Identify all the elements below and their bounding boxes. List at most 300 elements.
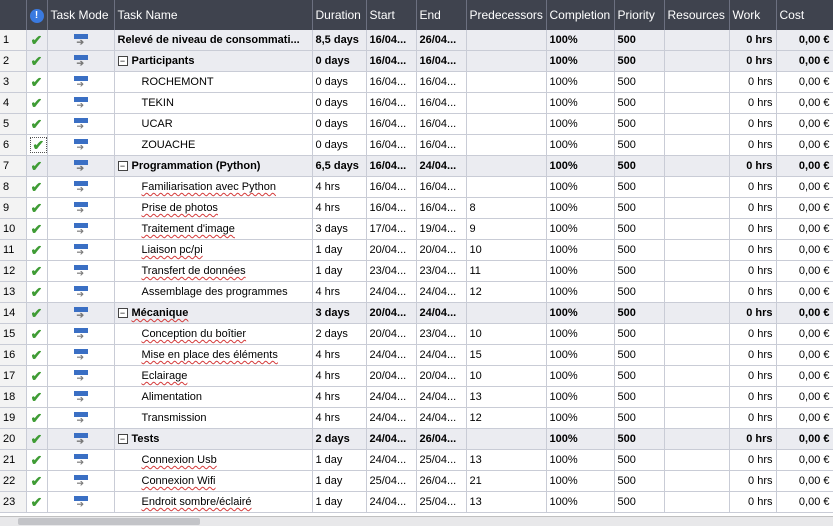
column-header-end[interactable]: End [416,0,466,30]
duration-cell[interactable]: 1 day [312,450,366,471]
cost-cell[interactable]: 0,00 € [776,345,833,366]
priority-cell[interactable]: 500 [614,135,664,156]
predecessors-cell[interactable] [466,177,546,198]
column-header-indicator[interactable] [26,0,47,30]
task-row[interactable] [0,198,833,219]
duration-cell[interactable]: 0 days [312,72,366,93]
task-mode-cell[interactable] [47,114,114,135]
task-name-cell[interactable] [114,324,312,345]
completion-cell[interactable]: 100% [546,324,614,345]
priority-cell[interactable]: 500 [614,93,664,114]
row-id[interactable]: 20 [0,429,26,450]
task-row[interactable] [0,72,833,93]
duration-cell[interactable]: 8,5 days [312,30,366,51]
task-row[interactable] [0,114,833,135]
work-cell[interactable]: 0 hrs [729,450,776,471]
work-cell[interactable]: 0 hrs [729,345,776,366]
end-cell[interactable]: 23/04... [416,324,466,345]
start-cell[interactable]: 16/04... [366,198,416,219]
row-id[interactable]: 15 [0,324,26,345]
task-row[interactable] [0,345,833,366]
resources-cell[interactable] [664,135,729,156]
task-mode-cell[interactable] [47,282,114,303]
end-cell[interactable]: 24/04... [416,156,466,177]
duration-cell[interactable]: 4 hrs [312,282,366,303]
column-header-task-mode[interactable]: Task Mode [47,0,114,30]
row-id[interactable]: 14 [0,303,26,324]
predecessors-cell[interactable] [466,51,546,72]
predecessors-cell[interactable] [466,156,546,177]
end-cell[interactable]: 24/04... [416,408,466,429]
work-cell[interactable]: 0 hrs [729,492,776,513]
task-row[interactable] [0,135,833,156]
work-cell[interactable]: 0 hrs [729,30,776,51]
task-name-cell[interactable] [114,240,312,261]
end-cell[interactable]: 16/04... [416,177,466,198]
work-cell[interactable]: 0 hrs [729,408,776,429]
predecessors-cell[interactable]: 12 [466,282,546,303]
duration-cell[interactable]: 6,5 days [312,156,366,177]
priority-cell[interactable]: 500 [614,30,664,51]
cost-cell[interactable]: 0,00 € [776,492,833,513]
task-name-cell[interactable] [114,156,312,177]
task-row[interactable] [0,282,833,303]
row-id[interactable]: 21 [0,450,26,471]
completion-cell[interactable]: 100% [546,114,614,135]
resources-cell[interactable] [664,345,729,366]
start-cell[interactable]: 16/04... [366,30,416,51]
duration-cell[interactable]: 3 days [312,219,366,240]
task-name-cell[interactable] [114,198,312,219]
work-cell[interactable]: 0 hrs [729,282,776,303]
cost-cell[interactable]: 0,00 € [776,93,833,114]
task-name-cell[interactable] [114,93,312,114]
resources-cell[interactable] [664,303,729,324]
resources-cell[interactable] [664,282,729,303]
end-cell[interactable]: 16/04... [416,72,466,93]
completion-cell[interactable]: 100% [546,177,614,198]
cost-cell[interactable]: 0,00 € [776,408,833,429]
cost-cell[interactable]: 0,00 € [776,387,833,408]
priority-cell[interactable]: 500 [614,324,664,345]
duration-cell[interactable]: 1 day [312,261,366,282]
row-id[interactable]: 8 [0,177,26,198]
end-cell[interactable]: 24/04... [416,387,466,408]
end-cell[interactable]: 26/04... [416,30,466,51]
completion-cell[interactable]: 100% [546,387,614,408]
priority-cell[interactable]: 500 [614,177,664,198]
duration-cell[interactable]: 1 day [312,471,366,492]
resources-cell[interactable] [664,156,729,177]
resources-cell[interactable] [664,387,729,408]
end-cell[interactable]: 20/04... [416,366,466,387]
task-row[interactable] [0,492,833,513]
resources-cell[interactable] [664,240,729,261]
scrollbar-thumb[interactable] [18,518,200,525]
start-cell[interactable]: 25/04... [366,471,416,492]
priority-cell[interactable]: 500 [614,240,664,261]
resources-cell[interactable] [664,93,729,114]
task-row[interactable] [0,177,833,198]
task-name-cell[interactable] [114,51,312,72]
row-id[interactable]: 6 [0,135,26,156]
duration-cell[interactable]: 1 day [312,492,366,513]
task-mode-cell[interactable] [47,72,114,93]
task-mode-cell[interactable] [47,51,114,72]
work-cell[interactable]: 0 hrs [729,198,776,219]
row-id[interactable]: 22 [0,471,26,492]
completion-cell[interactable]: 100% [546,408,614,429]
row-id[interactable]: 7 [0,156,26,177]
task-mode-cell[interactable] [47,198,114,219]
work-cell[interactable]: 0 hrs [729,387,776,408]
cost-cell[interactable]: 0,00 € [776,324,833,345]
priority-cell[interactable]: 500 [614,51,664,72]
task-name-cell[interactable] [114,492,312,513]
end-cell[interactable]: 23/04... [416,261,466,282]
predecessors-cell[interactable]: 10 [466,366,546,387]
task-name-cell[interactable] [114,387,312,408]
completion-cell[interactable]: 100% [546,198,614,219]
completion-cell[interactable]: 100% [546,156,614,177]
task-mode-cell[interactable] [47,303,114,324]
task-name-cell[interactable] [114,345,312,366]
end-cell[interactable]: 16/04... [416,198,466,219]
duration-cell[interactable]: 4 hrs [312,408,366,429]
duration-cell[interactable]: 1 day [312,240,366,261]
end-cell[interactable]: 16/04... [416,135,466,156]
column-header-cost[interactable]: Cost [776,0,833,30]
predecessors-cell[interactable]: 9 [466,219,546,240]
row-id[interactable]: 9 [0,198,26,219]
summary-task-row[interactable] [0,156,833,177]
start-cell[interactable]: 16/04... [366,177,416,198]
end-cell[interactable]: 24/04... [416,282,466,303]
start-cell[interactable]: 16/04... [366,114,416,135]
work-cell[interactable]: 0 hrs [729,135,776,156]
completion-cell[interactable]: 100% [546,240,614,261]
task-mode-cell[interactable] [47,177,114,198]
priority-cell[interactable]: 500 [614,429,664,450]
priority-cell[interactable]: 500 [614,219,664,240]
end-cell[interactable]: 24/04... [416,345,466,366]
cost-cell[interactable]: 0,00 € [776,303,833,324]
duration-cell[interactable]: 0 days [312,93,366,114]
start-cell[interactable]: 17/04... [366,219,416,240]
task-row[interactable] [0,240,833,261]
completion-cell[interactable]: 100% [546,345,614,366]
task-mode-cell[interactable] [47,387,114,408]
start-cell[interactable]: 20/04... [366,324,416,345]
row-id[interactable]: 12 [0,261,26,282]
task-name-cell[interactable] [114,219,312,240]
predecessors-cell[interactable]: 13 [466,492,546,513]
work-cell[interactable]: 0 hrs [729,240,776,261]
work-cell[interactable]: 0 hrs [729,114,776,135]
summary-task-row[interactable] [0,51,833,72]
task-mode-cell[interactable] [47,450,114,471]
row-id[interactable]: 10 [0,219,26,240]
column-header-id[interactable] [0,0,26,30]
predecessors-cell[interactable]: 15 [466,345,546,366]
task-row[interactable] [0,219,833,240]
cost-cell[interactable]: 0,00 € [776,429,833,450]
work-cell[interactable]: 0 hrs [729,261,776,282]
end-cell[interactable]: 16/04... [416,51,466,72]
priority-cell[interactable]: 500 [614,72,664,93]
predecessors-cell[interactable]: 13 [466,387,546,408]
completion-cell[interactable]: 100% [546,51,614,72]
column-header-work[interactable]: Work [729,0,776,30]
end-cell[interactable]: 19/04... [416,219,466,240]
completion-cell[interactable]: 100% [546,135,614,156]
cost-cell[interactable]: 0,00 € [776,366,833,387]
row-id[interactable]: 13 [0,282,26,303]
task-name-cell[interactable] [114,450,312,471]
priority-cell[interactable]: 500 [614,471,664,492]
resources-cell[interactable] [664,408,729,429]
predecessors-cell[interactable] [466,429,546,450]
column-header-predecessors[interactable]: Predecessors [466,0,546,30]
predecessors-cell[interactable]: 12 [466,408,546,429]
priority-cell[interactable]: 500 [614,282,664,303]
duration-cell[interactable]: 0 days [312,114,366,135]
cost-cell[interactable]: 0,00 € [776,177,833,198]
column-header-duration[interactable]: Duration [312,0,366,30]
predecessors-cell[interactable]: 11 [466,261,546,282]
start-cell[interactable]: 16/04... [366,72,416,93]
task-name-cell[interactable] [114,114,312,135]
task-mode-cell[interactable] [47,492,114,513]
priority-cell[interactable]: 500 [614,303,664,324]
completion-cell[interactable]: 100% [546,30,614,51]
task-name-cell[interactable] [114,261,312,282]
predecessors-cell[interactable]: 13 [466,450,546,471]
row-id[interactable]: 2 [0,51,26,72]
cost-cell[interactable]: 0,00 € [776,450,833,471]
predecessors-cell[interactable] [466,114,546,135]
resources-cell[interactable] [664,324,729,345]
end-cell[interactable]: 16/04... [416,93,466,114]
work-cell[interactable]: 0 hrs [729,72,776,93]
start-cell[interactable]: 24/04... [366,282,416,303]
priority-cell[interactable]: 500 [614,345,664,366]
task-mode-cell[interactable] [47,324,114,345]
duration-cell[interactable]: 4 hrs [312,387,366,408]
resources-cell[interactable] [664,51,729,72]
task-row[interactable] [0,261,833,282]
task-mode-cell[interactable] [47,135,114,156]
work-cell[interactable]: 0 hrs [729,471,776,492]
start-cell[interactable]: 24/04... [366,345,416,366]
task-row[interactable] [0,450,833,471]
task-mode-cell[interactable] [47,261,114,282]
predecessors-cell[interactable] [466,30,546,51]
end-cell[interactable]: 26/04... [416,471,466,492]
summary-task-row[interactable] [0,30,833,51]
start-cell[interactable]: 20/04... [366,240,416,261]
completion-cell[interactable]: 100% [546,261,614,282]
task-name-cell[interactable] [114,72,312,93]
completion-cell[interactable]: 100% [546,429,614,450]
priority-cell[interactable]: 500 [614,387,664,408]
row-id[interactable]: 11 [0,240,26,261]
start-cell[interactable]: 16/04... [366,156,416,177]
end-cell[interactable]: 26/04... [416,429,466,450]
row-id[interactable]: 17 [0,366,26,387]
column-header-completion[interactable]: Completion [546,0,614,30]
start-cell[interactable]: 20/04... [366,303,416,324]
task-mode-cell[interactable] [47,471,114,492]
priority-cell[interactable]: 500 [614,198,664,219]
start-cell[interactable]: 24/04... [366,387,416,408]
summary-task-row[interactable] [0,429,833,450]
cost-cell[interactable]: 0,00 € [776,198,833,219]
start-cell[interactable]: 24/04... [366,408,416,429]
completion-cell[interactable]: 100% [546,366,614,387]
resources-cell[interactable] [664,429,729,450]
task-name-cell[interactable] [114,177,312,198]
resources-cell[interactable] [664,177,729,198]
resources-cell[interactable] [664,198,729,219]
resources-cell[interactable] [664,450,729,471]
collapse-minus-icon[interactable]: − [118,56,128,66]
resources-cell[interactable] [664,492,729,513]
predecessors-cell[interactable] [466,93,546,114]
task-row[interactable] [0,366,833,387]
start-cell[interactable]: 23/04... [366,261,416,282]
predecessors-cell[interactable] [466,72,546,93]
row-id[interactable]: 23 [0,492,26,513]
predecessors-cell[interactable]: 10 [466,240,546,261]
priority-cell[interactable]: 500 [614,408,664,429]
cost-cell[interactable]: 0,00 € [776,261,833,282]
task-row[interactable] [0,93,833,114]
cost-cell[interactable]: 0,00 € [776,30,833,51]
task-mode-cell[interactable] [47,366,114,387]
completion-cell[interactable]: 100% [546,492,614,513]
task-row[interactable] [0,387,833,408]
completion-cell[interactable]: 100% [546,93,614,114]
resources-cell[interactable] [664,471,729,492]
priority-cell[interactable]: 500 [614,114,664,135]
task-mode-cell[interactable] [47,156,114,177]
predecessors-cell[interactable] [466,303,546,324]
work-cell[interactable]: 0 hrs [729,93,776,114]
row-id[interactable]: 18 [0,387,26,408]
duration-cell[interactable]: 0 days [312,135,366,156]
task-name-cell[interactable] [114,135,312,156]
collapse-minus-icon[interactable]: − [118,161,128,171]
predecessors-cell[interactable]: 8 [466,198,546,219]
priority-cell[interactable]: 500 [614,156,664,177]
work-cell[interactable]: 0 hrs [729,429,776,450]
start-cell[interactable]: 16/04... [366,51,416,72]
resources-cell[interactable] [664,114,729,135]
start-cell[interactable]: 24/04... [366,492,416,513]
task-name-cell[interactable] [114,429,312,450]
end-cell[interactable]: 16/04... [416,114,466,135]
start-cell[interactable]: 24/04... [366,450,416,471]
column-header-start[interactable]: Start [366,0,416,30]
work-cell[interactable]: 0 hrs [729,51,776,72]
priority-cell[interactable]: 500 [614,366,664,387]
collapse-minus-icon[interactable]: − [118,434,128,444]
task-row[interactable] [0,471,833,492]
task-row[interactable] [0,408,833,429]
work-cell[interactable]: 0 hrs [729,303,776,324]
work-cell[interactable]: 0 hrs [729,156,776,177]
work-cell[interactable]: 0 hrs [729,324,776,345]
resources-cell[interactable] [664,261,729,282]
cost-cell[interactable]: 0,00 € [776,114,833,135]
duration-cell[interactable]: 2 days [312,324,366,345]
predecessors-cell[interactable] [466,135,546,156]
row-id[interactable]: 1 [0,30,26,51]
end-cell[interactable]: 20/04... [416,240,466,261]
cost-cell[interactable]: 0,00 € [776,72,833,93]
duration-cell[interactable]: 3 days [312,303,366,324]
end-cell[interactable]: 24/04... [416,303,466,324]
priority-cell[interactable]: 500 [614,261,664,282]
completion-cell[interactable]: 100% [546,303,614,324]
task-mode-cell[interactable] [47,408,114,429]
cost-cell[interactable]: 0,00 € [776,282,833,303]
task-name-cell[interactable] [114,408,312,429]
priority-cell[interactable]: 500 [614,492,664,513]
start-cell[interactable]: 16/04... [366,93,416,114]
task-mode-cell[interactable] [47,345,114,366]
duration-cell[interactable]: 2 days [312,429,366,450]
task-mode-cell[interactable] [47,93,114,114]
task-name-cell[interactable] [114,366,312,387]
start-cell[interactable]: 16/04... [366,135,416,156]
duration-cell[interactable]: 4 hrs [312,177,366,198]
task-name-cell[interactable] [114,282,312,303]
completion-cell[interactable]: 100% [546,219,614,240]
column-header-resources[interactable]: Resources [664,0,729,30]
column-header-priority[interactable]: Priority [614,0,664,30]
resources-cell[interactable] [664,30,729,51]
cost-cell[interactable]: 0,00 € [776,471,833,492]
task-mode-cell[interactable] [47,240,114,261]
completion-cell[interactable]: 100% [546,450,614,471]
task-mode-cell[interactable] [47,429,114,450]
completion-cell[interactable]: 100% [546,72,614,93]
row-id[interactable]: 5 [0,114,26,135]
task-name-cell[interactable] [114,471,312,492]
cost-cell[interactable]: 0,00 € [776,156,833,177]
end-cell[interactable]: 25/04... [416,450,466,471]
resources-cell[interactable] [664,366,729,387]
cost-cell[interactable]: 0,00 € [776,51,833,72]
end-cell[interactable]: 25/04... [416,492,466,513]
start-cell[interactable]: 20/04... [366,366,416,387]
resources-cell[interactable] [664,72,729,93]
completion-cell[interactable]: 100% [546,282,614,303]
completion-cell[interactable]: 100% [546,471,614,492]
task-row[interactable] [0,324,833,345]
duration-cell[interactable]: 0 days [312,51,366,72]
duration-cell[interactable]: 4 hrs [312,198,366,219]
cost-cell[interactable]: 0,00 € [776,240,833,261]
cost-cell[interactable]: 0,00 € [776,135,833,156]
predecessors-cell[interactable]: 21 [466,471,546,492]
row-id[interactable]: 4 [0,93,26,114]
predecessors-cell[interactable]: 10 [466,324,546,345]
cost-cell[interactable]: 0,00 € [776,219,833,240]
task-mode-cell[interactable] [47,219,114,240]
